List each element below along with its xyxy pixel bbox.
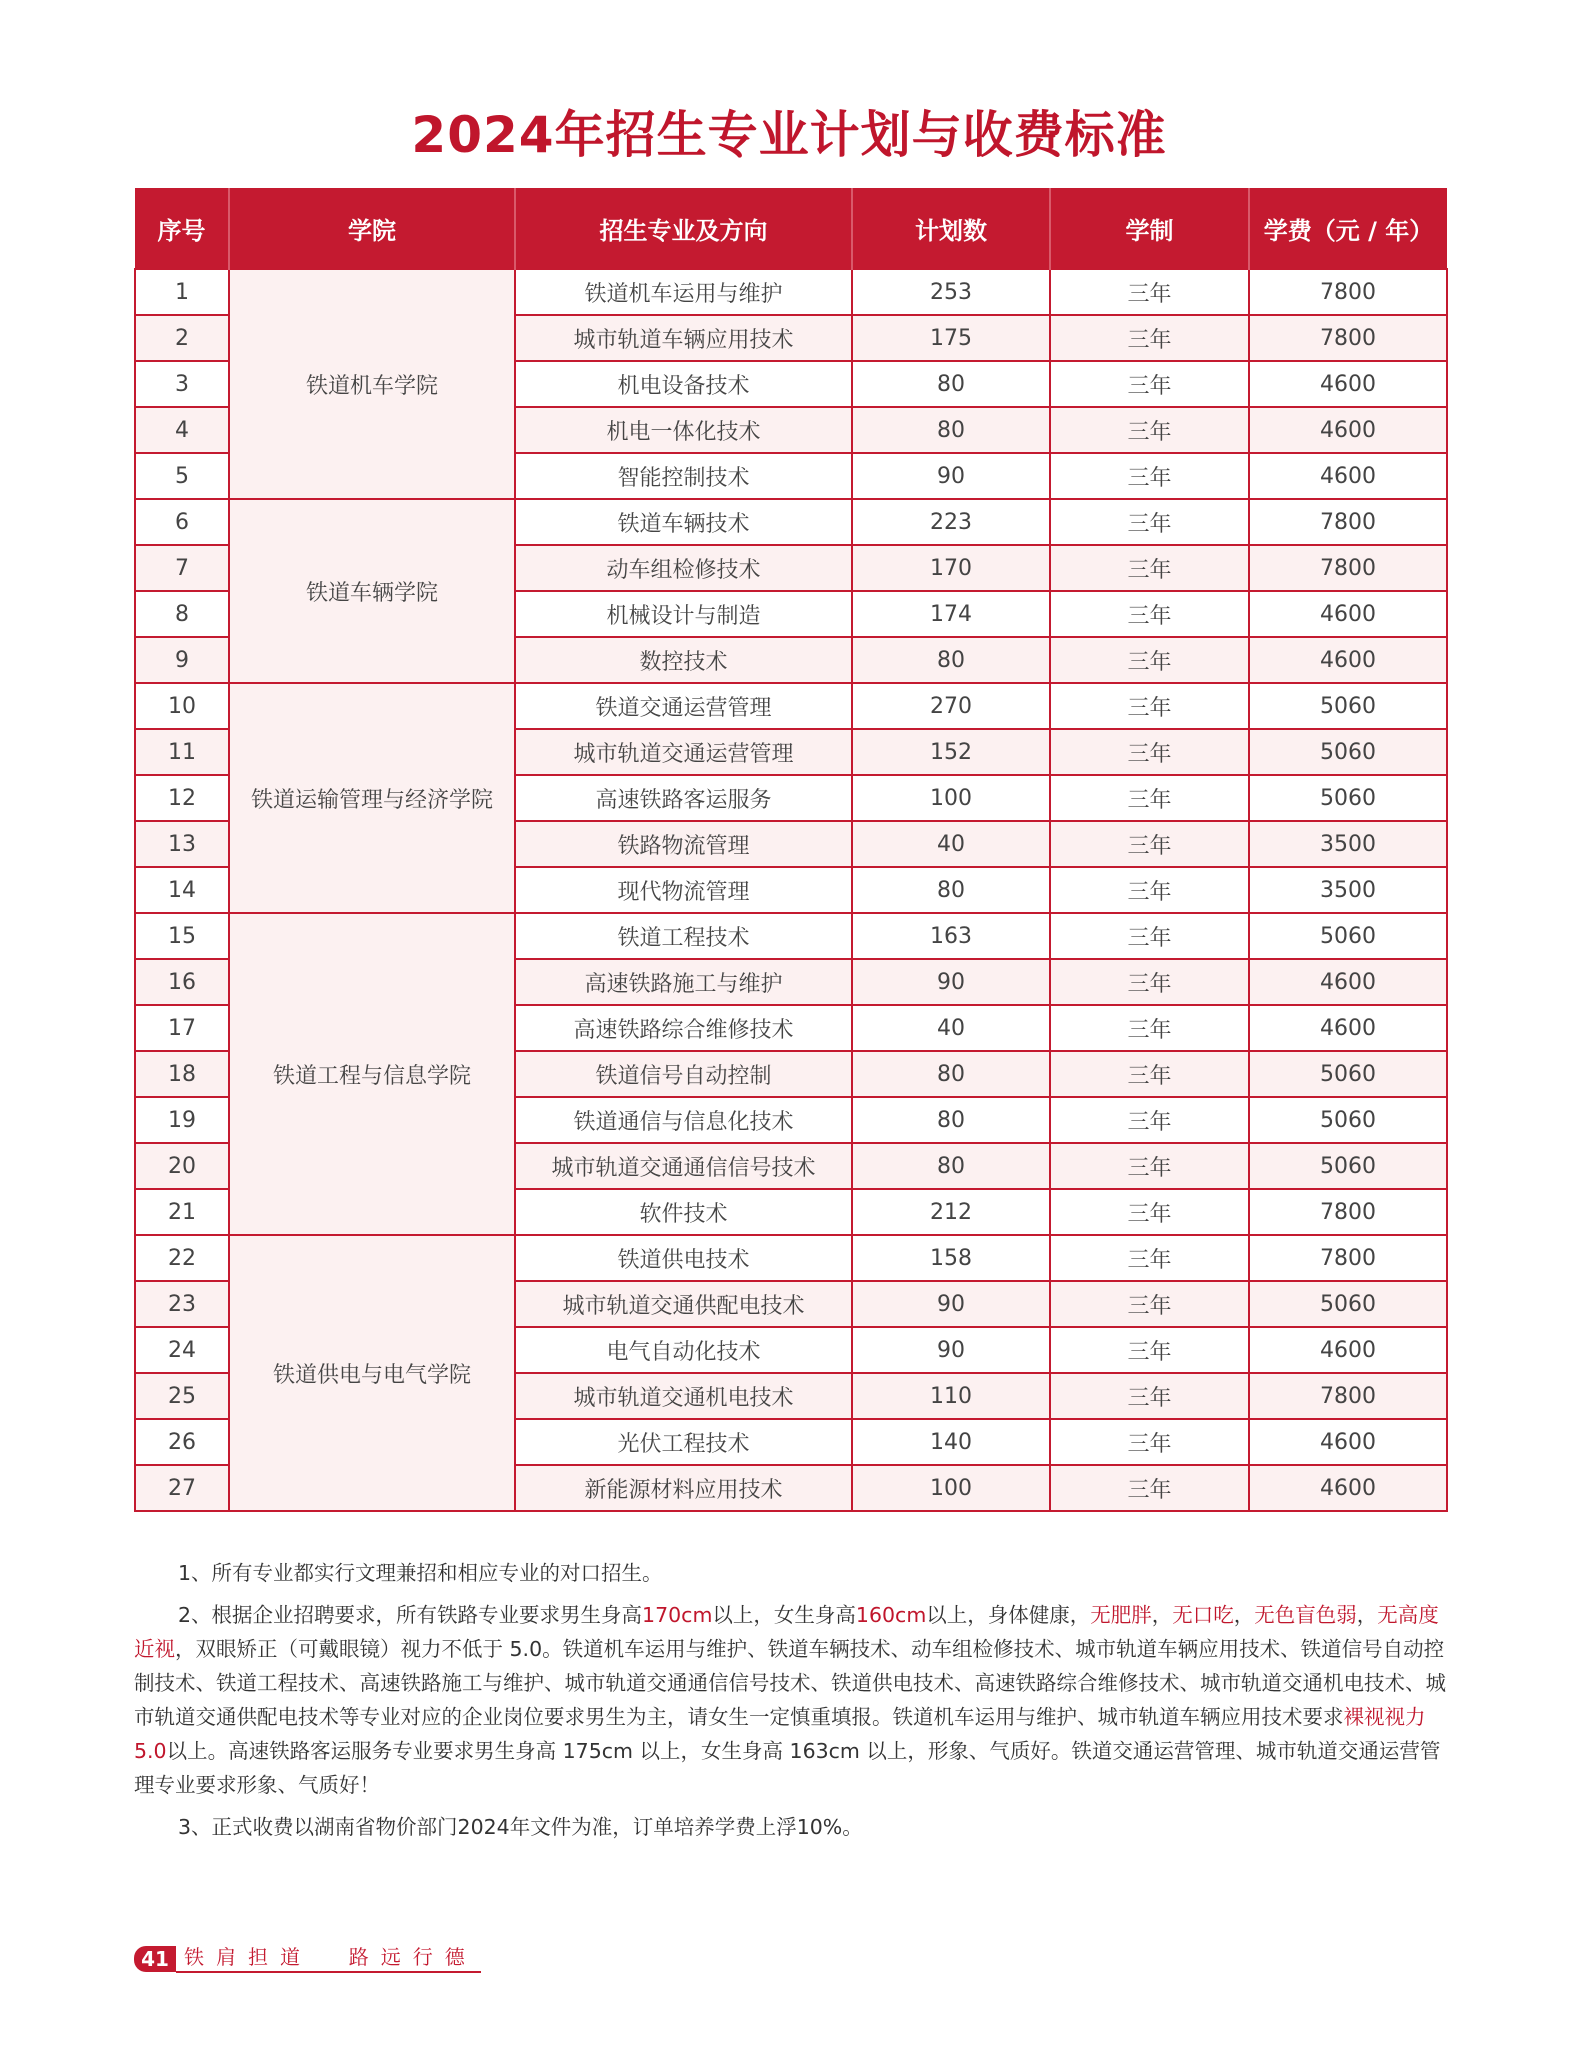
cell-major: 新能源材料应用技术 (515, 1465, 852, 1511)
cell-plan: 140 (852, 1419, 1050, 1465)
cell-major: 机电一体化技术 (515, 407, 852, 453)
cell-major: 高速铁路施工与维护 (515, 959, 852, 1005)
cell-major: 数控技术 (515, 637, 852, 683)
cell-years: 三年 (1050, 499, 1249, 545)
note-highlight: 170cm (642, 1603, 713, 1627)
cell-years: 三年 (1050, 361, 1249, 407)
note-highlight: 裸视视力 5.0 (134, 1705, 1426, 1763)
cell-plan: 253 (852, 269, 1050, 315)
cell-fee: 5060 (1249, 1051, 1447, 1097)
note-highlight: 无肥胖 (1090, 1603, 1152, 1627)
cell-no: 20 (135, 1143, 229, 1189)
cell-no: 22 (135, 1235, 229, 1281)
cell-plan: 100 (852, 775, 1050, 821)
table-row (135, 269, 1447, 315)
note-highlight: 无色盲色弱 (1254, 1603, 1357, 1627)
cell-fee: 3500 (1249, 867, 1447, 913)
cell-major: 铁道交通运营管理 (515, 683, 852, 729)
cell-years: 三年 (1050, 1143, 1249, 1189)
cell-fee: 4600 (1249, 1005, 1447, 1051)
cell-plan: 170 (852, 545, 1050, 591)
cell-years: 三年 (1050, 729, 1249, 775)
cell-no: 10 (135, 683, 229, 729)
cell-no: 17 (135, 1005, 229, 1051)
cell-plan: 175 (852, 315, 1050, 361)
cell-fee: 7800 (1249, 545, 1447, 591)
cell-no: 12 (135, 775, 229, 821)
page-number: 41 (134, 1946, 176, 1972)
cell-plan: 80 (852, 361, 1050, 407)
cell-major: 城市轨道交通运营管理 (515, 729, 852, 775)
note-text: 以上，身体健康， (926, 1603, 1091, 1627)
cell-major: 城市轨道交通供配电技术 (515, 1281, 852, 1327)
cell-major: 铁道通信与信息化技术 (515, 1097, 852, 1143)
cell-years: 三年 (1050, 637, 1249, 683)
cell-no: 25 (135, 1373, 229, 1419)
cell-fee: 4600 (1249, 453, 1447, 499)
cell-no: 5 (135, 453, 229, 499)
cell-years: 三年 (1050, 1281, 1249, 1327)
cell-no: 11 (135, 729, 229, 775)
cell-years: 三年 (1050, 1189, 1249, 1235)
cell-college: 铁道供电与电气学院 (229, 1235, 515, 1511)
cell-no: 24 (135, 1327, 229, 1373)
cell-major: 动车组检修技术 (515, 545, 852, 591)
cell-fee: 7800 (1249, 269, 1447, 315)
cell-plan: 40 (852, 1005, 1050, 1051)
cell-years: 三年 (1050, 913, 1249, 959)
cell-major: 铁路物流管理 (515, 821, 852, 867)
cell-years: 三年 (1050, 867, 1249, 913)
cell-major: 现代物流管理 (515, 867, 852, 913)
cell-college: 铁道机车学院 (229, 269, 515, 499)
cell-plan: 100 (852, 1465, 1050, 1511)
header-fee: 学费（元 / 年） (1249, 188, 1447, 269)
cell-fee: 5060 (1249, 729, 1447, 775)
cell-years: 三年 (1050, 821, 1249, 867)
table-row (135, 1235, 1447, 1281)
cell-plan: 90 (852, 1281, 1050, 1327)
cell-fee: 7800 (1249, 499, 1447, 545)
cell-no: 26 (135, 1419, 229, 1465)
cell-fee: 5060 (1249, 1097, 1447, 1143)
cell-no: 3 (135, 361, 229, 407)
cell-major: 城市轨道交通机电技术 (515, 1373, 852, 1419)
note-text: ， (1356, 1603, 1378, 1627)
cell-years: 三年 (1050, 269, 1249, 315)
cell-years: 三年 (1050, 1419, 1249, 1465)
cell-plan: 90 (852, 453, 1050, 499)
cell-plan: 90 (852, 1327, 1050, 1373)
cell-fee: 7800 (1249, 315, 1447, 361)
header-college: 学院 (229, 188, 515, 269)
cell-major: 城市轨道车辆应用技术 (515, 315, 852, 361)
cell-fee: 5060 (1249, 1281, 1447, 1327)
footer-slogan: 铁肩担道 路远行德 (176, 1945, 481, 1973)
cell-major: 铁道机车运用与维护 (515, 269, 852, 315)
note-highlight: 160cm (855, 1603, 927, 1627)
cell-major: 铁道车辆技术 (515, 499, 852, 545)
cell-years: 三年 (1050, 683, 1249, 729)
cell-years: 三年 (1050, 1235, 1249, 1281)
cell-major: 城市轨道交通通信信号技术 (515, 1143, 852, 1189)
table-row (135, 913, 1447, 959)
cell-plan: 80 (852, 1143, 1050, 1189)
cell-fee: 4600 (1249, 361, 1447, 407)
cell-major: 电气自动化技术 (515, 1327, 852, 1373)
cell-no: 4 (135, 407, 229, 453)
cell-plan: 212 (852, 1189, 1050, 1235)
cell-plan: 80 (852, 867, 1050, 913)
cell-major: 铁道信号自动控制 (515, 1051, 852, 1097)
cell-plan: 174 (852, 591, 1050, 637)
table-header-row (135, 188, 1447, 269)
cell-years: 三年 (1050, 315, 1249, 361)
cell-plan: 110 (852, 1373, 1050, 1419)
cell-no: 1 (135, 269, 229, 315)
cell-no: 8 (135, 591, 229, 637)
cell-years: 三年 (1050, 775, 1249, 821)
cell-fee: 4600 (1249, 637, 1447, 683)
cell-years: 三年 (1050, 1097, 1249, 1143)
cell-fee: 5060 (1249, 913, 1447, 959)
cell-plan: 163 (852, 913, 1050, 959)
cell-no: 21 (135, 1189, 229, 1235)
cell-fee: 4600 (1249, 591, 1447, 637)
cell-fee: 7800 (1249, 1235, 1447, 1281)
note-text: 2、根据企业招聘要求，所有铁路专业要求男生身高 (178, 1603, 643, 1627)
note-text: ， (1151, 1603, 1173, 1627)
cell-plan: 80 (852, 407, 1050, 453)
cell-years: 三年 (1050, 1465, 1249, 1511)
header-plan: 计划数 (852, 188, 1050, 269)
cell-major: 铁道工程技术 (515, 913, 852, 959)
note-text: ， (1233, 1603, 1255, 1627)
cell-plan: 80 (852, 637, 1050, 683)
page-title: 2024年招生专业计划与收费标准 (411, 106, 1167, 164)
note-1: 1、所有专业都实行文理兼招和相应专业的对口招生。 (178, 1561, 663, 1585)
note-3: 3、正式收费以湖南省物价部门2024年文件为准，订单培养学费上浮10%。 (178, 1815, 863, 1839)
header-no: 序号 (135, 188, 229, 269)
cell-major: 机电设备技术 (515, 361, 852, 407)
table-body (135, 269, 1447, 1511)
cell-years: 三年 (1050, 545, 1249, 591)
cell-fee: 4600 (1249, 407, 1447, 453)
note-text: ，双眼矫正（可戴眼镜）视力不低于 5.0。铁道机车运用与维护、铁道车辆技术、动车组检修技术、城市轨道车辆应用技术、铁道信号自动控制技术、铁道工程技术、高速铁路施工与维护、城市轨道交通通信信号技术、铁道供电技术、高速铁路综合维修技术、城市轨道交通机电技术、城市轨道交通供配电技术等专业对应的企业岗位要求男生为主，请女生一定慎重填报。铁道机车运用与维护、城市轨道车辆应用技术要求 (134, 1637, 1446, 1729)
table-row (135, 499, 1447, 545)
cell-college: 铁道运输管理与经济学院 (229, 683, 515, 913)
cell-years: 三年 (1050, 959, 1249, 1005)
header-years: 学制 (1050, 188, 1249, 269)
cell-no: 19 (135, 1097, 229, 1143)
cell-no: 7 (135, 545, 229, 591)
table-row (135, 683, 1447, 729)
header-major: 招生专业及方向 (515, 188, 852, 269)
cell-fee: 5060 (1249, 683, 1447, 729)
cell-years: 三年 (1050, 1373, 1249, 1419)
cell-no: 16 (135, 959, 229, 1005)
cell-fee: 4600 (1249, 959, 1447, 1005)
cell-major: 光伏工程技术 (515, 1419, 852, 1465)
cell-fee: 4600 (1249, 1327, 1447, 1373)
page-footer (134, 1946, 481, 1972)
cell-no: 23 (135, 1281, 229, 1327)
cell-plan: 223 (852, 499, 1050, 545)
cell-fee: 3500 (1249, 821, 1447, 867)
cell-fee: 5060 (1249, 1143, 1447, 1189)
cell-major: 机械设计与制造 (515, 591, 852, 637)
cell-no: 6 (135, 499, 229, 545)
cell-years: 三年 (1050, 1051, 1249, 1097)
cell-college: 铁道车辆学院 (229, 499, 515, 683)
cell-fee: 7800 (1249, 1189, 1447, 1235)
cell-college: 铁道工程与信息学院 (229, 913, 515, 1235)
cell-plan: 152 (852, 729, 1050, 775)
cell-years: 三年 (1050, 591, 1249, 637)
cell-plan: 40 (852, 821, 1050, 867)
cell-fee: 5060 (1249, 775, 1447, 821)
cell-plan: 158 (852, 1235, 1050, 1281)
note-2 (134, 1598, 1446, 1802)
cell-no: 27 (135, 1465, 229, 1511)
cell-years: 三年 (1050, 1005, 1249, 1051)
cell-plan: 270 (852, 683, 1050, 729)
cell-major: 智能控制技术 (515, 453, 852, 499)
cell-no: 2 (135, 315, 229, 361)
cell-plan: 90 (852, 959, 1050, 1005)
cell-years: 三年 (1050, 407, 1249, 453)
cell-no: 15 (135, 913, 229, 959)
cell-plan: 80 (852, 1051, 1050, 1097)
cell-years: 三年 (1050, 453, 1249, 499)
cell-years: 三年 (1050, 1327, 1249, 1373)
cell-no: 13 (135, 821, 229, 867)
cell-no: 9 (135, 637, 229, 683)
note-highlight: 无高度近视 (134, 1603, 1439, 1661)
cell-plan: 80 (852, 1097, 1050, 1143)
note-text: 以上，女生身高 (712, 1603, 856, 1627)
enrollment-plan-table (134, 188, 1448, 1512)
cell-no: 14 (135, 867, 229, 913)
cell-major: 高速铁路综合维修技术 (515, 1005, 852, 1051)
cell-no: 18 (135, 1051, 229, 1097)
cell-major: 铁道供电技术 (515, 1235, 852, 1281)
cell-major: 高速铁路客运服务 (515, 775, 852, 821)
note-text: 以上。高速铁路客运服务专业要求男生身高 175cm 以上，女生身高 163cm 以上，形象、气质好。铁道交通运营管理、城市轨道交通运营管理专业要求形象、气质好！ (134, 1739, 1441, 1797)
cell-fee: 7800 (1249, 1373, 1447, 1419)
cell-major: 软件技术 (515, 1189, 852, 1235)
cell-fee: 4600 (1249, 1465, 1447, 1511)
note-highlight: 无口吃 (1172, 1603, 1234, 1627)
notes (134, 1556, 1446, 1852)
cell-fee: 4600 (1249, 1419, 1447, 1465)
